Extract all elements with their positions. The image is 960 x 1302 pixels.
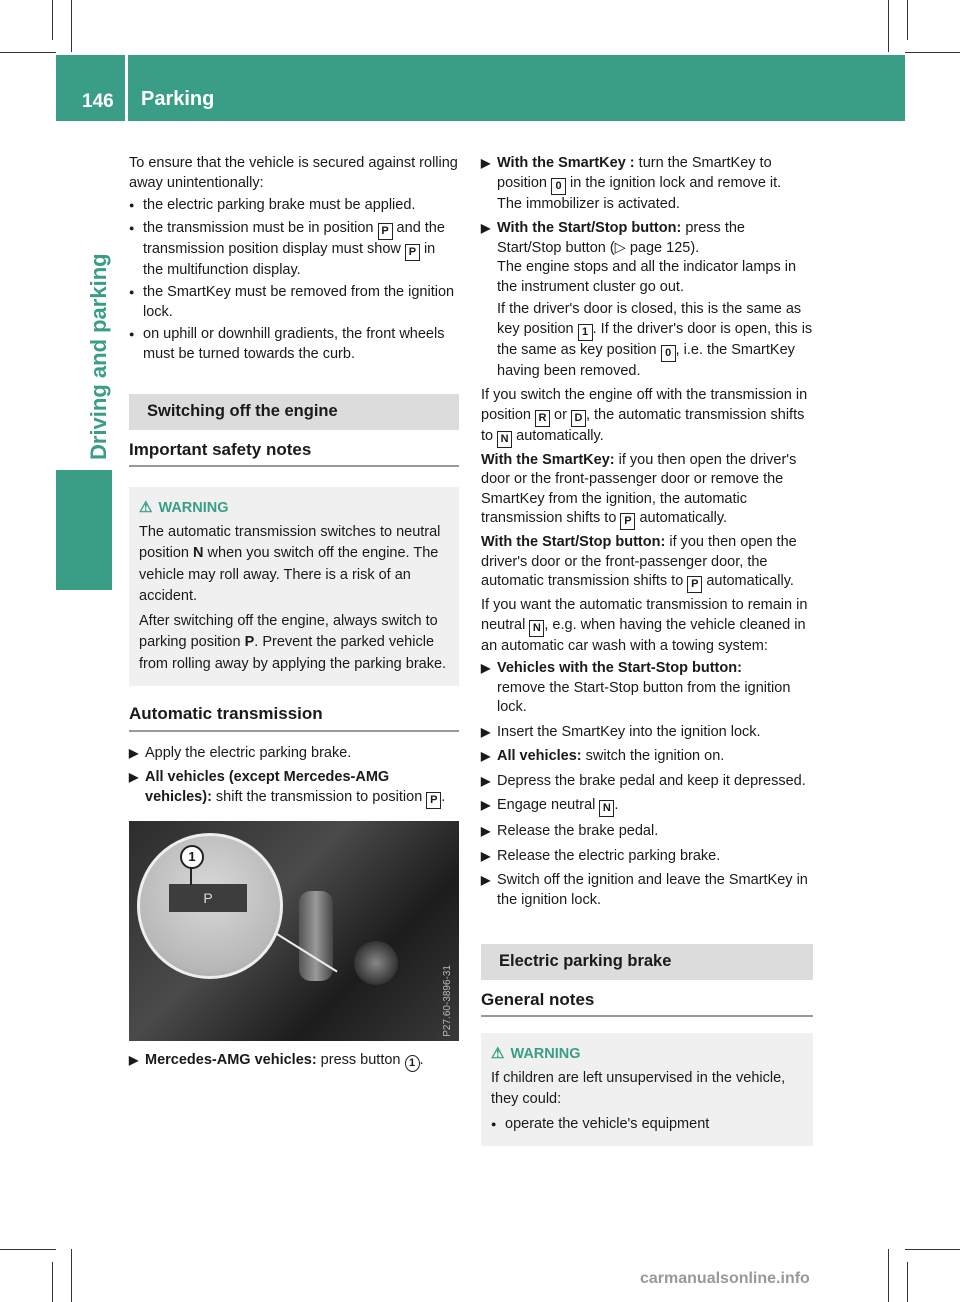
key-n: N <box>599 800 614 817</box>
heading-electric-parking-brake: Electric parking brake <box>481 944 813 980</box>
control-dial <box>354 941 398 985</box>
warning-title: ⚠ WARNING <box>139 497 449 520</box>
list-item: ● the SmartKey must be removed from the ignition lock. <box>129 283 459 322</box>
watermark: carmanualsonline.info <box>640 1270 810 1287</box>
paragraph: If you switch the engine off with the transmission in position R or D , the automatic transmission shifts to N automatically. <box>481 386 813 448</box>
arrow-icon: ▶ <box>481 749 491 763</box>
image-code: P27.60-3896-31 <box>441 964 453 1037</box>
crop-mark <box>907 0 908 40</box>
crop-mark <box>52 0 53 40</box>
column-right <box>481 154 813 1164</box>
step-item: ▶ Release the electric parking brake. <box>481 847 813 867</box>
paragraph: If you want the automatic transmission to remain in neutral N , e.g. when having the vehicle cleaned in an automatic car wash with a towing system: <box>481 597 808 654</box>
warning-triangle-icon: ⚠ <box>139 499 153 516</box>
crop-mark <box>52 1262 53 1302</box>
side-tab-marker <box>56 470 112 590</box>
key-r: R <box>535 410 550 427</box>
step-item: ▶ With the Start/Stop button: press the Start/Stop button (▷ page 125). The engine stops and all the indicator lamps in the instrument cluster go out. If the driver's door is closed, this is the same as key position 1 . If the driver's door is open, this is the same as key position 0 , i.e. the SmartKey having been removed. <box>481 220 813 379</box>
heading-automatic-transmission: Automatic transmission <box>129 704 459 732</box>
step-item: ▶ Switch off the ignition and leave the SmartKey in the ignition lock. <box>481 872 808 908</box>
side-tab <box>86 140 114 460</box>
crop-mark <box>888 0 889 52</box>
paragraph: With the SmartKey: if you then open the driver's door or the front-passenger door or remove the SmartKey from the ignition, the automatic transmission shifts to P automatically. <box>481 451 813 531</box>
arrow-icon: ▶ <box>481 221 491 235</box>
step-item: ▶ Vehicles with the Start-Stop button: remove the Start-Stop button from the ignition lock. <box>481 660 791 715</box>
key-p: P <box>378 223 393 240</box>
key-0: 0 <box>551 178 566 195</box>
heading-safety-notes: Important safety notes <box>129 440 459 468</box>
arrow-icon: ▶ <box>481 156 491 170</box>
side-tab-label: Driving and parking <box>86 253 111 460</box>
crop-mark <box>905 1249 960 1250</box>
step-item: ▶ All vehicles: switch the ignition on. <box>481 747 813 767</box>
crop-mark <box>888 1249 889 1302</box>
crop-mark <box>905 52 960 53</box>
list-item: ● the electric parking brake must be applied. <box>129 196 459 216</box>
crop-mark <box>0 1249 56 1250</box>
arrow-icon: ▶ <box>481 798 491 812</box>
arrow-icon: ▶ <box>481 824 491 838</box>
park-button: P <box>169 884 247 912</box>
warning-box <box>129 487 459 686</box>
callout-line <box>190 867 192 885</box>
key-d: D <box>571 410 586 427</box>
crop-mark <box>907 1262 908 1302</box>
callout-ref: 1 <box>405 1055 420 1072</box>
gear-selector-photo <box>129 821 459 1041</box>
arrow-icon: ▶ <box>129 1052 139 1067</box>
intro-text: To ensure that the vehicle is secured against rolling away unintentionally: <box>129 155 458 191</box>
crop-mark <box>71 0 72 52</box>
key-p: P <box>405 244 420 261</box>
step-item: ▶ All vehicles (except Mercedes-AMG vehicles): shift the transmission to position P . <box>129 768 459 809</box>
step-item: ▶ Engage neutral N . <box>481 796 813 817</box>
key-n: N <box>497 431 512 448</box>
warning-box <box>481 1033 813 1146</box>
step-item: ▶ Release the brake pedal. <box>481 822 813 842</box>
warning-title: ⚠ WARNING <box>491 1043 803 1066</box>
key-0: 0 <box>661 345 676 362</box>
warning-text: The automatic transmission switches to neutral position N when you switch off the engine. The vehicle may roll away. There is a risk of an accident. <box>139 523 441 604</box>
arrow-icon: ▶ <box>481 848 491 863</box>
list-item: ● the transmission must be in position P and the transmission position display must show P in the multifunction display. <box>129 219 459 281</box>
step-item: ▶ Apply the electric parking brake. <box>129 744 459 764</box>
section-title: Parking <box>141 88 215 110</box>
heading-switching-off: Switching off the engine <box>129 394 459 430</box>
arrow-icon: ▶ <box>129 770 139 784</box>
step-item: ▶ With the SmartKey : turn the SmartKey to position 0 in the ignition lock and remove it. The immobilizer is activated. <box>481 155 782 212</box>
arrow-icon: ▶ <box>481 873 491 887</box>
key-1: 1 <box>578 324 593 341</box>
arrow-icon: ▶ <box>481 724 491 739</box>
crop-mark <box>0 52 56 53</box>
page-number: 146 <box>82 91 114 112</box>
column-left <box>129 154 459 1077</box>
paragraph: With the Start/Stop button: if you then open the driver's door or the front-passenger door, the automatic transmission shifts to P automatically. <box>481 533 813 593</box>
arrow-icon: ▶ <box>481 661 491 675</box>
step-item: ▶ Insert the SmartKey into the ignition lock. <box>481 723 813 743</box>
key-p: P <box>426 792 441 809</box>
arrow-icon: ▶ <box>481 773 491 788</box>
callout-number: 1 <box>180 845 204 869</box>
key-p: P <box>687 576 702 593</box>
arrow-icon: ▶ <box>129 745 139 760</box>
warning-text: After switching off the engine, always switch to parking position P. Prevent the parked vehicle from rolling away by applying the parking brake. <box>139 612 447 672</box>
key-p: P <box>620 513 635 530</box>
list-item: ● on uphill or downhill gradients, the front wheels must be turned towards the curb. <box>129 325 459 364</box>
step-item: ▶ Mercedes-AMG vehicles: press button 1 . <box>129 1051 459 1072</box>
step-item: ▶ Depress the brake pedal and keep it depressed. <box>481 772 813 792</box>
header-separator <box>125 55 128 121</box>
crop-mark <box>71 1249 72 1302</box>
warning-text: If children are left unsupervised in the vehicle, they could: <box>491 1069 786 1107</box>
key-n: N <box>529 620 544 637</box>
warning-triangle-icon: ⚠ <box>491 1045 505 1062</box>
heading-general-notes: General notes <box>481 990 813 1018</box>
list-item: ● operate the vehicle's equipment <box>491 1114 803 1136</box>
